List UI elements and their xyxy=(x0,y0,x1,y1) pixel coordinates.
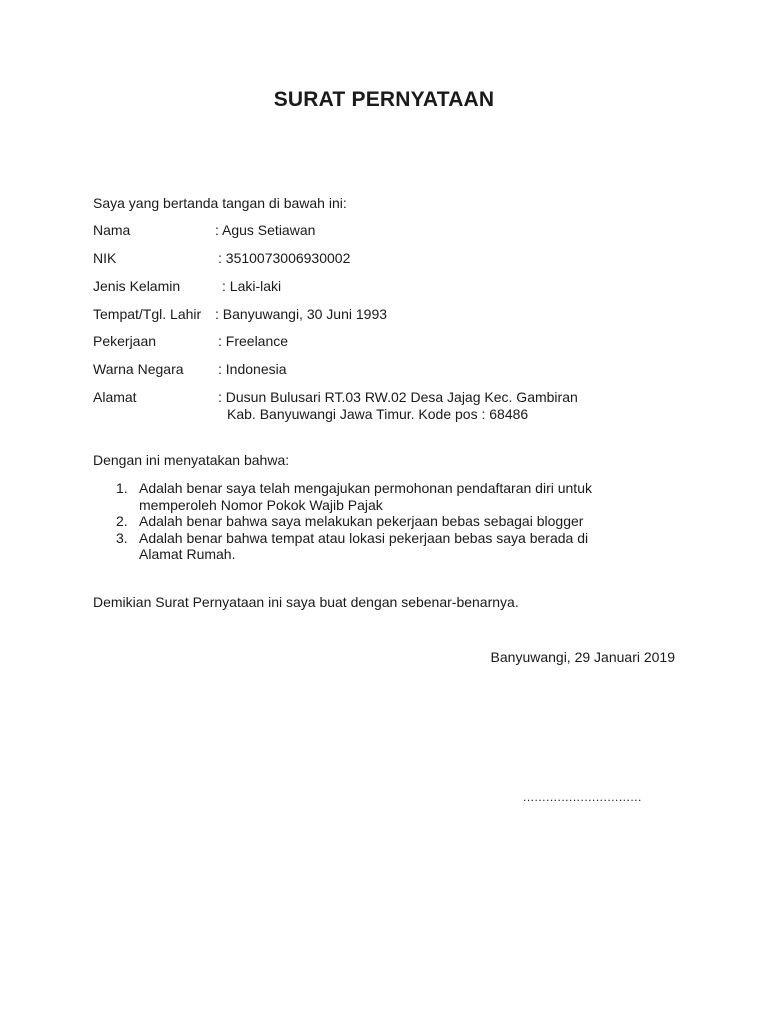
closing-text: Demikian Surat Pernyataan ini saya buat dengan sebenar-benarnya. xyxy=(93,594,519,610)
intro-text: Saya yang bertanda tangan di bawah ini: xyxy=(93,195,347,211)
statement-intro: Dengan ini menyatakan bahwa: xyxy=(93,452,290,468)
field-value-nik: : 3510073006930002 xyxy=(218,250,351,266)
list-item-text: Adalah benar saya telah mengajukan permohonan pendaftaran diri untuk xyxy=(139,480,592,496)
signature-line: ............................... xyxy=(523,790,642,804)
list-item xyxy=(93,480,693,513)
field-value-tempat-tgl-lahir: : Banyuwangi, 30 Juni 1993 xyxy=(215,306,388,322)
field-value-nama: : Agus Setiawan xyxy=(215,222,316,238)
field-value-warna-negara: : Indonesia xyxy=(218,361,287,377)
place-date: Banyuwangi, 29 Januari 2019 xyxy=(490,649,675,665)
field-label-nik: NIK xyxy=(93,250,117,266)
statement-list xyxy=(93,480,693,563)
list-item-text: Adalah benar bahwa tempat atau lokasi pekerjaan bebas saya berada di xyxy=(139,529,589,546)
field-value-alamat-line2: Kab. Banyuwangi Jawa Timur. Kode pos : 68486 xyxy=(227,406,529,422)
list-item-text: Adalah benar bahwa saya melakukan pekerjaan bebas sebagai blogger xyxy=(139,513,584,529)
field-value-alamat: : Dusun Bulusari RT.03 RW.02 Desa Jajag Kec. Gambiran xyxy=(218,389,578,405)
list-item xyxy=(93,513,693,530)
list-item-number: 1. xyxy=(116,480,128,496)
field-label-alamat: Alamat xyxy=(93,389,137,405)
field-label-tempat-tgl-lahir: Tempat/Tgl. Lahir xyxy=(93,306,202,322)
field-value-pekerjaan: : Freelance xyxy=(218,333,289,349)
list-item xyxy=(93,530,693,563)
field-label-jenis-kelamin: Jenis Kelamin xyxy=(93,278,181,294)
field-label-nama: Nama xyxy=(93,222,131,238)
list-item-number: 3. xyxy=(116,529,128,546)
list-item-text-cont: Alamat Rumah. xyxy=(139,546,236,562)
field-label-warna-negara: Warna Negara xyxy=(93,361,184,377)
list-item-text-cont: memperoleh Nomor Pokok Wajib Pajak xyxy=(139,496,383,513)
document-title: SURAT PERNYATAAN xyxy=(273,88,495,111)
field-label-pekerjaan: Pekerjaan xyxy=(93,333,157,349)
field-value-jenis-kelamin: : Laki-laki xyxy=(222,278,282,294)
list-item-number: 2. xyxy=(116,513,128,529)
